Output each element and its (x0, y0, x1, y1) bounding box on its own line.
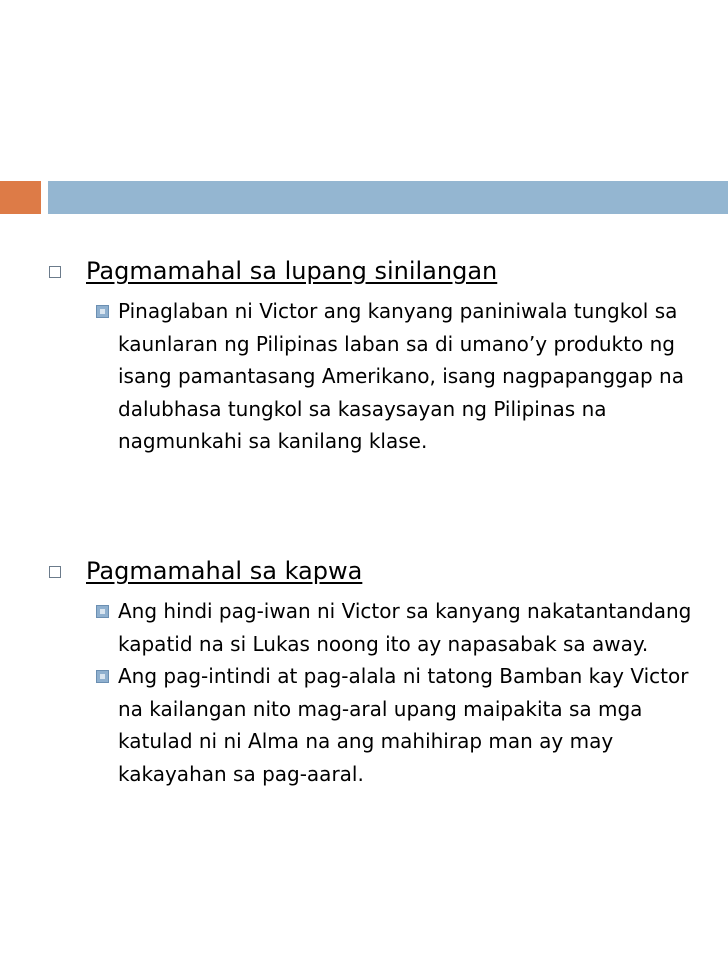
square-bullet-icon (96, 605, 109, 618)
hollow-square-bullet-icon (49, 266, 61, 278)
section-heading: Pagmamahal sa kapwa (86, 557, 363, 585)
level2-bullet (0, 595, 728, 660)
square-bullet-icon (96, 305, 109, 318)
bullet-text: Ang pag-intindi at pag-alala ni tatong Bamban kay Victor na kailangan nito mag-aral upang maipakita sa mga katulad ni ni Alma na ang mahihirap man ay may kakayahan sa pag-aaral. (118, 664, 689, 786)
bullet-text: Ang hindi pag-iwan ni Victor sa kanyang nakatantandang kapatid na si Lukas noong ito ay napasabak sa away. (118, 599, 692, 656)
square-bullet-icon (96, 670, 109, 683)
section-love-of-country (0, 255, 728, 458)
hollow-square-bullet-icon (49, 566, 61, 578)
bullet-text: Pinaglaban ni Victor ang kanyang paniniwala tungkol sa kaunlaran ng Pilipinas laban sa di umano’y produkto ng isang pamantasang Amerikano, isang nagpapanggap na dalubhasa tungkol sa kasaysayan ng Pilipinas na nagmunkahi sa kanilang klase. (118, 299, 684, 453)
level1-bullet (0, 255, 728, 295)
section-heading: Pagmamahal sa lupang sinilangan (86, 257, 498, 285)
level2-bullet (0, 660, 728, 790)
level2-bullet (0, 295, 728, 458)
section-love-of-neighbor (0, 555, 728, 790)
level1-bullet (0, 555, 728, 595)
